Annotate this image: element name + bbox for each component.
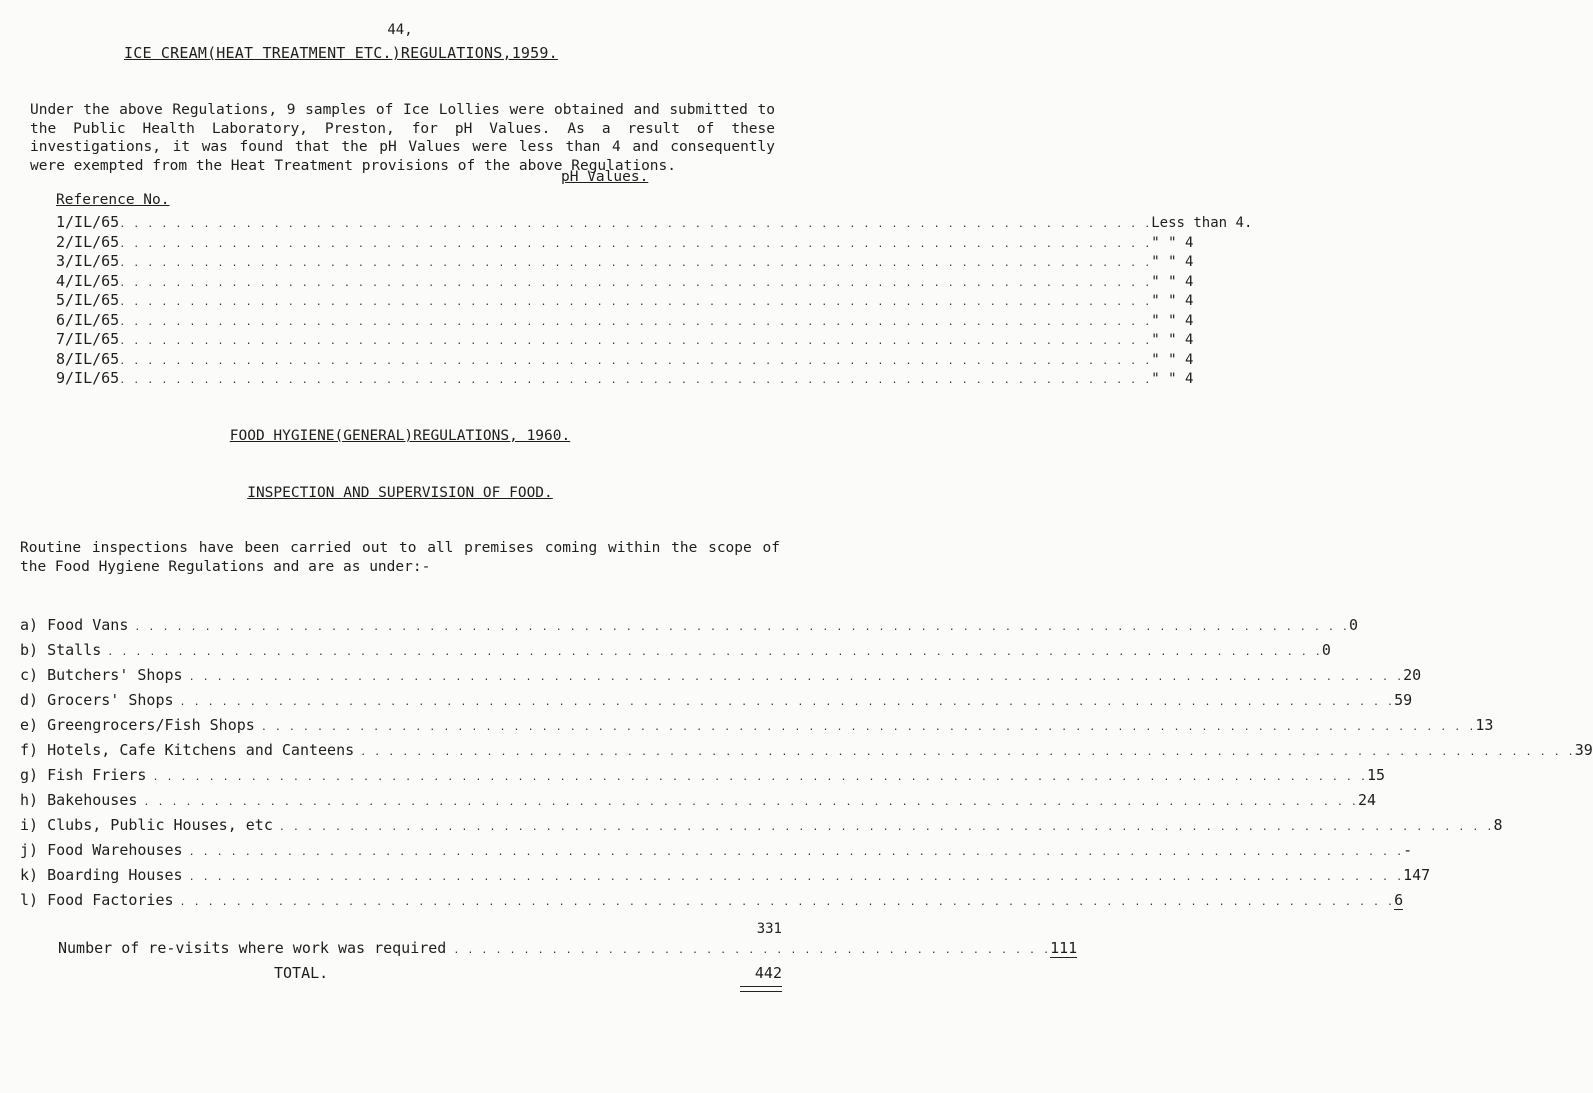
subsection-heading xyxy=(0,485,800,501)
premises-row xyxy=(20,666,1422,691)
premises-label: d) Grocers' Shops xyxy=(20,691,174,709)
sample-row xyxy=(56,330,1194,350)
reference-no-heading: Reference No. xyxy=(56,192,170,208)
double-underline xyxy=(740,986,782,992)
leader-dots: . . . . . . . . . . . . . . . . . . . . . . . . . . . . . . . . . . . . . . . . . . . . . . . . . . . . . . . . . . . . . . . . . . . . . . . . . . . . . . . . . . . . . . . xyxy=(188,872,1404,883)
leader-dots: . . . . . . . . . . . . . . . . . . . . . . . . . . . . . . . . . . . . . . . . . . . . . . . . . . . . . . . . . . . . . . . . . . . . . . . . . . . . . . . . . . . . . . . xyxy=(152,772,1367,783)
premises-count: 6 xyxy=(1394,891,1404,909)
sample-ref: 8/IL/65 xyxy=(56,349,120,368)
sample-ph: " " 4 xyxy=(1151,332,1194,348)
premises-count: 20 xyxy=(1403,666,1422,684)
leader-dots: . . . . . . . . . . . . . . . . . . . . . . . . . . . . . . . . . . . . . . . . . . . . . . . . . . . . . . . . . . . . . . . . . . . . . . . . . . . . . . . . . . . . . . . xyxy=(188,847,1404,858)
sample-ref: 4/IL/65 xyxy=(56,271,120,290)
leader-dots: . . . . . . . . . . . . . . . . . . . . . . . . . . . . . . . . . . . . . . . . . . . . . . . . . . . . . . . . . . . . . . . . . . . . . . . . . . xyxy=(119,297,1152,308)
sample-ref: 6/IL/65 xyxy=(56,310,120,329)
sample-row xyxy=(56,369,1194,389)
sample-ref: 5/IL/65 xyxy=(56,291,120,309)
premises-count: 24 xyxy=(1357,791,1377,809)
premises-label: c) Butchers' Shops xyxy=(20,666,183,684)
premises-label: a) Food Vans xyxy=(20,616,129,634)
premises-row xyxy=(20,691,1413,716)
premises-label: g) Fish Friers xyxy=(20,766,147,784)
premises-count: 13 xyxy=(1475,716,1494,734)
section-heading xyxy=(0,428,800,444)
premises-row xyxy=(20,841,1413,866)
premises-label: h) Bakehouses xyxy=(20,791,138,809)
revisits-label: Number of re-visits where work was required xyxy=(58,939,447,957)
sample-ph: " " 4 xyxy=(1151,312,1194,329)
total-row xyxy=(274,964,782,982)
leader-dots: . . . . . . . . . . . . . . . . . . . . . . . . . . . . . . . . . . . . . . . . . . . . . . . . . . . . . . . . . . . . . . . . . . . . . . . . . . . . . . . . . . . . . . . xyxy=(260,722,1476,733)
premises-table xyxy=(20,616,1593,916)
premises-label: b) Stalls xyxy=(20,641,102,659)
leader-dots: . . . . . . . . . . . . . . . . . . . . . . . . . . . . . . . . . . . . . . . . . . . . . . . . . . . . . . . . . . . . . . . . . . . . . . . . . . xyxy=(119,375,1152,386)
premises-label: k) Boarding Houses xyxy=(20,866,183,884)
leader-dots: . . . . . . . . . . . . . . . . . . . . . . . . . . . . . . . . . . . . . . . . . . . . . . . . . . . . . . . . . . . . . . . . . . . . . . . . . . xyxy=(119,277,1152,289)
premises-count: - xyxy=(1403,841,1413,859)
sample-row xyxy=(56,349,1194,370)
premises-label: j) Food Warehouses xyxy=(20,841,183,859)
premises-label: f) Hotels, Cafe Kitchens and Canteens xyxy=(20,741,355,759)
premises-count: 147 xyxy=(1403,866,1431,884)
premises-count: 0 xyxy=(1321,641,1331,659)
sample-row xyxy=(56,310,1194,331)
leader-dots: . . . . . . . . . . . . . . . . . . . . . . . . . . . . . . . . . . . . . . . . . . . . . . . . . . . . . . . . . . . . . . . . . . . . . . . . . . . . . . . . . . . . . . . xyxy=(107,647,1322,658)
sample-ph: " " 4 xyxy=(1151,234,1194,251)
leader-dots: . . . . . . . . . . . . . . . . . . . . . . . . . . . . . . . . . . . . . . . . . . . . . . . . . . . . . . . . . . . . . . . . . . . . . . . . . . . . . . . . . . . . . . . xyxy=(179,697,1395,708)
premises-row xyxy=(20,791,1377,816)
sample-row xyxy=(56,271,1194,292)
revisits-row xyxy=(58,939,1078,958)
leader-dots: . . . . . . . . . . . . . . . . . . . . . . . . . . . . . . . . . . . . . . . . . . . . . . . . . . . . . . . . . . . . . . . . . . . . . . . . . . . . . . . . . . . . . . . xyxy=(179,897,1395,908)
sample-ref: 1/IL/65 xyxy=(56,213,120,231)
leader-dots: . . . . . . . . . . . . . . . . . . . . . . . . . . . . . . . . . . . . . . . . . . . . . . . . . . . . . . . . . . . . . . . . . . . . . . . . . . xyxy=(119,219,1152,230)
sample-ph: Less than 4. xyxy=(1151,215,1253,231)
sample-row xyxy=(56,213,1253,233)
premises-count: 8 xyxy=(1493,816,1503,834)
subtotal: 331 xyxy=(756,921,782,937)
sample-ph: " " 4 xyxy=(1151,273,1194,290)
sample-ph: " " 4 xyxy=(1151,293,1194,309)
premises-label: l) Food Factories xyxy=(20,891,174,909)
premises-row xyxy=(20,816,1503,841)
leader-dots: . . . . . . . . . . . . . . . . . . . . . . . . . . . . . . . . . . . . . . . . . . . . . . . . . . . . . . . . . . . . . . . . . . . . . . . . . . xyxy=(119,258,1152,269)
routine-paragraph: Routine inspections have been carried out to all premises coming within the scope of the Food Hygiene Regulations and are as under:- xyxy=(20,540,780,575)
intro-paragraph: Under the above Regulations, 9 samples of Ice Lollies were obtained and submitted to the Public Health Laboratory, Preston, for pH Values. As a result of these investigations, it was found that the pH Values were less than 4 and consequently were exempted from the Heat Treatment provisions of the above Regulations. xyxy=(30,102,775,174)
premises-count: 39 xyxy=(1574,741,1593,759)
leader-dots: . . . . . . . . . . . . . . . . . . . . . . . . . . . . . . . . . . . . . . . . . . . . . . . . . . . . . . . . . . . . . . . . . . . . . . . . . . xyxy=(119,336,1152,347)
leader-dots: . . . . . . . . . . . . . . . . . . . . . . . . . . . . . . . . . . . . . . . . . . . . . . . . . . . . . . . . . . . . . . . . . . . . . . . . . . xyxy=(119,355,1152,367)
sample-ref: 9/IL/65 xyxy=(56,369,120,387)
leader-dots: . . . . . . . . . . . . . . . . . . . . . . . . . . . . . . . . . . . . . . . . . . . . . . . . . . . . . . . . . . . . . . . . . . . . . . . . . . . . . . . . . . . . . . . xyxy=(360,747,1575,758)
premises-row xyxy=(20,716,1494,741)
ph-values-heading: pH Values. xyxy=(561,169,649,185)
premises-row xyxy=(20,766,1386,791)
total-value: 442 xyxy=(754,964,782,982)
leader-dots: . . . . . . . . . . . . . . . . . . . . . . . . . . . . . . . . . . . . . . . . . . . . . . . . . . . . . . . . . . . . . . . . . . . . . . . . . . xyxy=(119,238,1152,250)
premises-count: 15 xyxy=(1367,766,1386,784)
leader-dots: . . . . . . . . . . . . . . . . . . . . . . . . . . . . . . . . . . . . . . . . . . . . . . . . . . . . . . . . . . . . . . . . . . . . . . . . . . . . . . . . . . . . . . . xyxy=(278,822,1494,833)
total-label: TOTAL. xyxy=(274,964,329,982)
sample-ph: " " 4 xyxy=(1151,371,1194,387)
revisits-count: 111 xyxy=(1050,939,1078,957)
leader-dots: . . . . . . . . . . . . . . . . . . . . . . . . . . . . . . . . . . . . . . . . . . . xyxy=(446,945,1051,956)
premises-row xyxy=(20,741,1593,766)
samples-table xyxy=(56,213,1253,389)
leader-dots: . . . . . . . . . . . . . . . . . . . . . . . . . . . . . . . . . . . . . . . . . . . . . . . . . . . . . . . . . . . . . . . . . . . . . . . . . . . . . . . . . . . . . . . xyxy=(143,797,1358,808)
premises-row xyxy=(20,866,1431,891)
leader-dots: . . . . . . . . . . . . . . . . . . . . . . . . . . . . . . . . . . . . . . . . . . . . . . . . . . . . . . . . . . . . . . . . . . . . . . . . . . . . . . . . . . . . . . . xyxy=(188,672,1404,683)
sample-ref: 2/IL/65 xyxy=(56,232,120,251)
premises-count: 59 xyxy=(1394,691,1413,709)
leader-dots: . . . . . . . . . . . . . . . . . . . . . . . . . . . . . . . . . . . . . . . . . . . . . . . . . . . . . . . . . . . . . . . . . . . . . . . . . . xyxy=(119,316,1152,328)
premises-row xyxy=(20,641,1331,666)
page-title: ICE CREAM(HEAT TREATMENT ETC.)REGULATIONS,1959. xyxy=(124,44,558,62)
premises-label: e) Greengrocers/Fish Shops xyxy=(20,716,255,734)
sample-ref: 3/IL/65 xyxy=(56,252,120,270)
subsection-heading-text: INSPECTION AND SUPERVISION OF FOOD. xyxy=(247,485,553,501)
premises-label: i) Clubs, Public Houses, etc xyxy=(20,816,273,834)
leader-dots: . . . . . . . . . . . . . . . . . . . . . . . . . . . . . . . . . . . . . . . . . . . . . . . . . . . . . . . . . . . . . . . . . . . . . . . . . . . . . . . . . . . . . . . xyxy=(134,622,1349,633)
sample-row xyxy=(56,291,1194,311)
sample-row xyxy=(56,252,1194,272)
premises-row xyxy=(20,891,1404,916)
page-number: 44, xyxy=(387,22,413,38)
premises-row xyxy=(20,616,1358,641)
sample-ph: " " 4 xyxy=(1151,254,1194,270)
section-heading-text: FOOD HYGIENE(GENERAL)REGULATIONS, 1960. xyxy=(229,428,571,444)
sample-row xyxy=(56,232,1194,253)
sample-ph: " " 4 xyxy=(1151,351,1194,368)
sample-ref: 7/IL/65 xyxy=(56,330,120,348)
premises-count: 0 xyxy=(1348,616,1358,634)
